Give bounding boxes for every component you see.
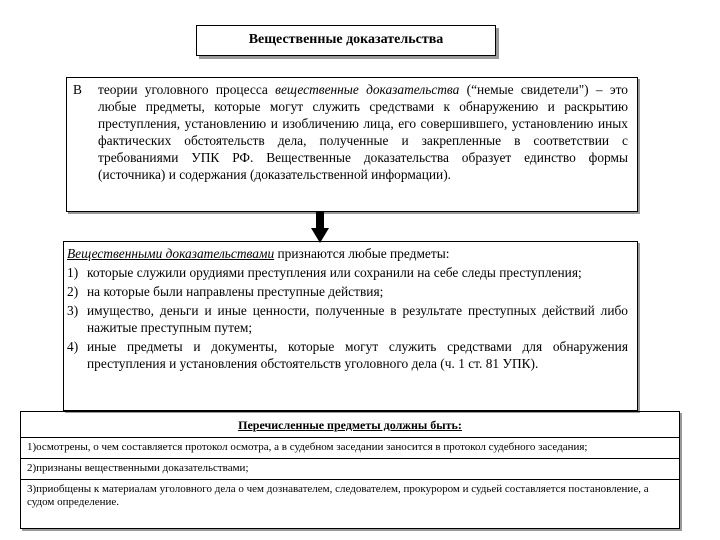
definition-emphasis: вещественные доказательства — [275, 82, 460, 97]
requirements-box — [20, 411, 680, 529]
list-item — [67, 302, 628, 336]
evidence-list-box — [63, 241, 638, 411]
definition-lead: В — [73, 82, 82, 97]
requirement-item: 1)осмотрены, о чем составляется протокол осмотра, а в судебном заседании заносится в протокол судебного заседания; — [21, 438, 679, 459]
list-intro-underlined: Вещественными доказательствами — [67, 246, 275, 261]
list-item-text: иные предметы и документы, которые могут служить средствами для обнаружения преступления и установления обстоятельств уголовного дела (ч. 1 ст. 81 УПК). — [87, 339, 628, 371]
definition-text — [98, 81, 628, 183]
list-item-text: имущество, деньги и иные ценности, полученные в результате преступных действий либо нажитые преступным путем; — [87, 303, 628, 335]
list-item-number: 1) — [67, 265, 79, 280]
definition-box — [66, 77, 638, 212]
title-box — [196, 25, 496, 56]
list-item — [67, 283, 628, 300]
list-item-number: 2) — [67, 284, 79, 299]
down-arrow-icon — [311, 212, 329, 244]
requirement-item: 2)признаны вещественными доказательствами; — [21, 459, 679, 480]
list-intro — [67, 245, 628, 262]
list-item — [67, 338, 628, 372]
list-item-number: 4) — [67, 339, 79, 354]
list-item-text: на которые были направлены преступные действия; — [87, 284, 384, 299]
definition-rest: (“немые свидетели") – это любые предметы, которые могут служить средствами к обнаружению и раскрытию преступления, установлению и изобличению лица, его совершившего, установлению иных фактических обстоятельств дела, полученные и закрепленные в соответствии с требованиями УПК РФ. Вещественные доказательства образует единство формы (источника) и содержания (доказательственной информации). — [98, 82, 628, 182]
list-item-text: которые служили орудиями преступления или сохранили на себе следы преступления; — [87, 265, 582, 280]
list-item — [67, 264, 628, 281]
list-intro-rest: признаются любые предметы: — [274, 246, 450, 261]
requirements-title: Перечисленные предметы должны быть: — [21, 415, 679, 438]
evidence-list — [67, 264, 628, 372]
definition-paragraph — [73, 81, 628, 183]
page-title: Вещественные доказательства — [248, 32, 444, 47]
definition-pre: теории уголовного процесса — [98, 82, 268, 97]
requirement-item: 3)приобщены к материалам уголовного дела о чем дознавателем, следователем, прокурором и судьей составляется постановление, а судом определение. — [27, 483, 649, 508]
list-item-number: 3) — [67, 303, 79, 318]
